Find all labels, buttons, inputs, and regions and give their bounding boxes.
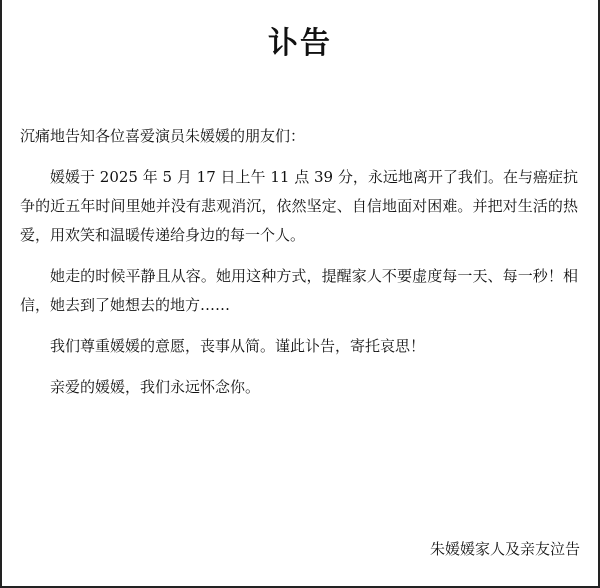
greeting-line: 沉痛地告知各位喜爱演员朱媛媛的朋友们： (20, 127, 306, 145)
paragraph-passing: 媛媛于 2025 年 5 月 17 日上午 11 点 39 分，永远地离开了我们。在与癌症抗争的近五年时间里她并没有悲观消沉，依然坚定、自信地面对困难。并把对生活的热爱，用欢笑和温暖传递给身边的每一个人。 (20, 168, 578, 244)
paragraph-wishes: 我们尊重媛媛的意愿，丧事从简。谨此讣告，寄托哀思！ (50, 337, 426, 355)
notice-body (20, 122, 578, 414)
paragraph-farewell: 亲爱的媛媛，我们永远怀念你。 (50, 378, 261, 396)
paragraph-peaceful: 她走的时候平静且从容。她用这种方式，提醒家人不要虚度每一天、每一秒！相信，她去到了她想去的地方…… (20, 267, 578, 314)
signature: 朱媛媛家人及亲友泣告 (429, 540, 580, 558)
notice-title: 讣告 (268, 26, 332, 61)
